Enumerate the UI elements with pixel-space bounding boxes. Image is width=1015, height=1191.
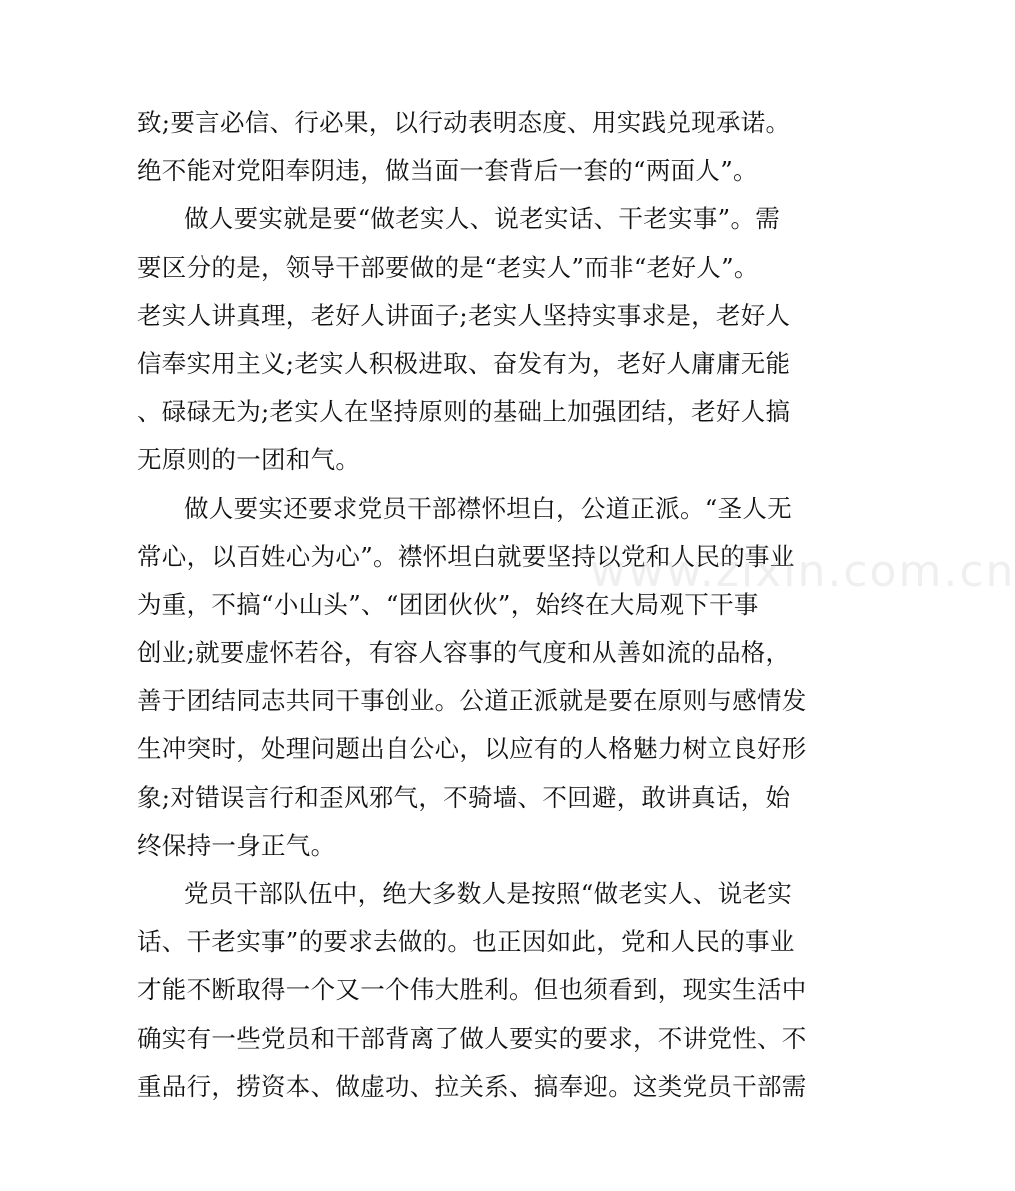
paragraph-first-line: 做人要实还要求党员干部襟怀坦白，公道正派。“圣人无 [184,493,793,523]
text-line: 常心，以百姓心为心”。襟怀坦白就要坚持以党和人民的事业 [137,541,795,571]
text-line: 、碌碌无为;老实人在坚持原则的基础上加强团结，老好人搞 [137,397,791,427]
text-line: 致;要言必信、行必果，以行动表明态度、用实践兑现承诺。 [137,108,791,137]
text-line: 为重，不搞“小山头”、“团团伙伙”，始终在大局观下干事 [137,589,759,619]
text-line: 话、干老实事”的要求去做的。也正因如此，党和人民的事业 [137,927,795,957]
text-line: 创业;就要虚怀若谷，有容人容事的气度和从善如流的品格， [137,638,791,668]
text-line: 信奉实用主义;老实人积极进取、奋发有为，老好人庸庸无能 [137,348,791,378]
text-line: 确实有一些党员和干部背离了做人要实的要求，不讲党性、不 [137,1023,807,1053]
paragraph-first-line: 党员干部队伍中，绝大多数人是按照“做老实人、说老实 [184,879,793,908]
text-line: 老实人讲真理，老好人讲面子;老实人坚持实事求是，老好人 [137,300,791,330]
watermark: www.zixin.com.cn [590,546,1015,597]
text-line: 生冲突时，处理问题出自公心，以应有的人格魅力树立良好形 [137,734,807,764]
text-line: 绝不能对党阳奉阴违，做当面一套背后一套的“两面人”。 [137,156,758,186]
text-line: 才能不断取得一个又一个伟大胜利。但也须看到，现实生活中 [137,975,807,1005]
text-line: 象;对错误言行和歪风邪气，不骑墙、不回避，敢讲真话，始 [137,782,791,812]
text-line: 终保持一身正气。 [137,830,336,860]
text-line: 无原则的一团和气。 [137,445,361,475]
text-line: 要区分的是，领导干部要做的是“老实人”而非“老好人”。 [137,252,759,282]
text-line: 善于团结同志共同干事创业。公道正派就是要在原则与感情发 [137,686,807,716]
paragraph-first-line: 做人要实就是要“做老实人、说老实话、干老实事”。需 [184,204,781,234]
text-line: 重品行，捞资本、做虚功、拉关系、搞奉迎。这类党员干部需 [137,1071,807,1101]
